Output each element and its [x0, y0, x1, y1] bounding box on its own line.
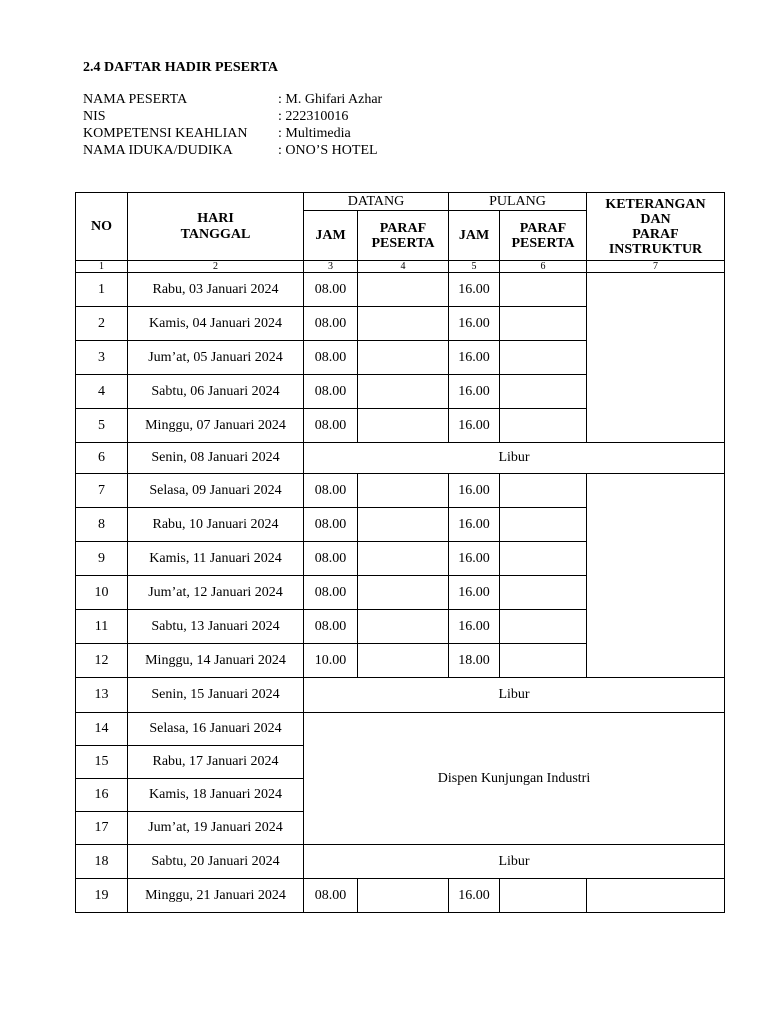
- header-ket-line3: PARAF: [632, 226, 679, 242]
- row-paraf-datang: [358, 474, 449, 508]
- row-jam-datang: 08.00: [304, 409, 358, 443]
- participant-info: [83, 91, 382, 159]
- row-paraf-pulang: [500, 307, 587, 341]
- row-paraf-datang: [358, 341, 449, 375]
- row-date: Sabtu, 13 Januari 2024: [128, 610, 304, 644]
- header-keterangan: [587, 193, 725, 261]
- header-jam-pulang: JAM: [449, 211, 500, 261]
- row-paraf-datang: [358, 508, 449, 542]
- header-paraf-line2: PESERTA: [371, 235, 435, 251]
- row-paraf-datang: [358, 542, 449, 576]
- row-jam-pulang: 16.00: [449, 307, 500, 341]
- header-hari-tanggal: [128, 193, 304, 261]
- row-no: 6: [76, 443, 128, 474]
- row-paraf-pulang: [500, 375, 587, 409]
- row-date: Jum’at, 19 Januari 2024: [128, 812, 304, 845]
- row-paraf-pulang: [500, 474, 587, 508]
- row-no: 17: [76, 812, 128, 845]
- column-number: 5: [449, 261, 500, 273]
- header-paraf-line1: PARAF: [379, 220, 427, 236]
- header-paraf-line2: PESERTA: [511, 235, 575, 251]
- row-no: 14: [76, 713, 128, 746]
- instructor-signature-cell: [587, 474, 725, 678]
- row-paraf-pulang: [500, 341, 587, 375]
- page-title: 2.4 DAFTAR HADIR PESERTA: [83, 60, 279, 75]
- column-number: 7: [587, 261, 725, 273]
- row-no: 19: [76, 879, 128, 913]
- row-jam-datang: 08.00: [304, 341, 358, 375]
- row-date: Senin, 15 Januari 2024: [128, 678, 304, 713]
- instructor-signature-cell: [587, 879, 725, 913]
- header-tanggal-label: TANGGAL: [180, 226, 251, 242]
- row-jam-datang: 08.00: [304, 542, 358, 576]
- header-ket-line2: DAN: [640, 211, 671, 227]
- row-jam-pulang: 16.00: [449, 576, 500, 610]
- row-paraf-datang: [358, 610, 449, 644]
- row-jam-datang: 08.00: [304, 576, 358, 610]
- row-date: Sabtu, 06 Januari 2024: [128, 375, 304, 409]
- row-date: Sabtu, 20 Januari 2024: [128, 845, 304, 879]
- row-paraf-pulang: [500, 610, 587, 644]
- row-note-libur: Libur: [304, 443, 725, 474]
- row-date: Selasa, 09 Januari 2024: [128, 474, 304, 508]
- header-hari-label: HARI: [197, 210, 234, 226]
- row-paraf-pulang: [500, 644, 587, 678]
- header-pulang: PULANG: [449, 193, 587, 211]
- row-date: Minggu, 14 Januari 2024: [128, 644, 304, 678]
- column-number: 4: [358, 261, 449, 273]
- row-paraf-datang: [358, 879, 449, 913]
- row-paraf-pulang: [500, 508, 587, 542]
- info-value: : ONO’S HOTEL: [278, 143, 378, 158]
- row-jam-pulang: 16.00: [449, 273, 500, 307]
- row-no: 5: [76, 409, 128, 443]
- row-jam-datang: 08.00: [304, 307, 358, 341]
- row-paraf-pulang: [500, 542, 587, 576]
- row-date: Selasa, 16 Januari 2024: [128, 713, 304, 746]
- header-paraf-datang: [358, 211, 449, 261]
- row-paraf-datang: [358, 576, 449, 610]
- row-note-libur: Libur: [304, 845, 725, 879]
- header-ket-line4: INSTRUKTUR: [608, 241, 703, 257]
- row-jam-datang: 08.00: [304, 879, 358, 913]
- table-row: [76, 845, 725, 879]
- row-date: Minggu, 07 Januari 2024: [128, 409, 304, 443]
- row-date: Senin, 08 Januari 2024: [128, 443, 304, 474]
- row-no: 12: [76, 644, 128, 678]
- info-label: NAMA PESERTA: [83, 92, 188, 107]
- header-jam-datang: JAM: [304, 211, 358, 261]
- info-label: NAMA IDUKA/DUDIKA: [83, 143, 233, 158]
- row-no: 3: [76, 341, 128, 375]
- row-no: 8: [76, 508, 128, 542]
- row-note-libur: Libur: [304, 678, 725, 713]
- row-paraf-datang: [358, 273, 449, 307]
- row-no: 13: [76, 678, 128, 713]
- row-jam-pulang: 16.00: [449, 375, 500, 409]
- row-jam-pulang: 16.00: [449, 610, 500, 644]
- row-jam-pulang: 16.00: [449, 879, 500, 913]
- header-paraf-line1: PARAF: [519, 220, 567, 236]
- row-paraf-datang: [358, 375, 449, 409]
- column-number: 6: [500, 261, 587, 273]
- row-date: Jum’at, 12 Januari 2024: [128, 576, 304, 610]
- row-no: 10: [76, 576, 128, 610]
- row-date: Minggu, 21 Januari 2024: [128, 879, 304, 913]
- info-label: NIS: [83, 109, 106, 124]
- row-date: Rabu, 17 Januari 2024: [128, 746, 304, 779]
- info-row-iduka: [83, 142, 382, 159]
- row-no: 15: [76, 746, 128, 779]
- row-jam-pulang: 16.00: [449, 542, 500, 576]
- table-row: [76, 474, 725, 508]
- table-row: [76, 879, 725, 913]
- row-note-dispen: Dispen Kunjungan Industri: [304, 713, 725, 845]
- column-number-row: [76, 261, 725, 273]
- table-row: [76, 713, 725, 746]
- row-no: 2: [76, 307, 128, 341]
- info-value: : Multimedia: [278, 126, 351, 141]
- row-date: Jum’at, 05 Januari 2024: [128, 341, 304, 375]
- column-number: 1: [76, 261, 128, 273]
- column-number: 3: [304, 261, 358, 273]
- info-value: : 222310016: [278, 109, 349, 124]
- row-jam-datang: 08.00: [304, 474, 358, 508]
- info-label: KOMPETENSI KEAHLIAN: [83, 126, 248, 141]
- table-row: [76, 678, 725, 713]
- row-no: 16: [76, 779, 128, 812]
- row-no: 11: [76, 610, 128, 644]
- row-no: 9: [76, 542, 128, 576]
- row-paraf-datang: [358, 307, 449, 341]
- row-jam-pulang: 16.00: [449, 409, 500, 443]
- info-row-kompetensi: [83, 125, 382, 142]
- attendance-table: [75, 192, 725, 913]
- row-jam-pulang: 16.00: [449, 474, 500, 508]
- row-jam-datang: 08.00: [304, 508, 358, 542]
- row-paraf-datang: [358, 644, 449, 678]
- row-jam-datang: 08.00: [304, 273, 358, 307]
- column-number: 2: [128, 261, 304, 273]
- row-jam-datang: 10.00: [304, 644, 358, 678]
- row-no: 1: [76, 273, 128, 307]
- row-date: Rabu, 03 Januari 2024: [128, 273, 304, 307]
- row-date: Kamis, 04 Januari 2024: [128, 307, 304, 341]
- instructor-signature-cell: [587, 273, 725, 443]
- row-jam-datang: 08.00: [304, 375, 358, 409]
- row-paraf-pulang: [500, 576, 587, 610]
- info-row-name: [83, 91, 382, 108]
- table-body: [76, 273, 725, 913]
- row-date: Kamis, 18 Januari 2024: [128, 779, 304, 812]
- table-header: [76, 193, 725, 273]
- row-jam-datang: 08.00: [304, 610, 358, 644]
- row-no: 18: [76, 845, 128, 879]
- row-date: Kamis, 11 Januari 2024: [128, 542, 304, 576]
- table-row: [76, 443, 725, 474]
- row-no: 7: [76, 474, 128, 508]
- header-paraf-pulang: [500, 211, 587, 261]
- row-date: Rabu, 10 Januari 2024: [128, 508, 304, 542]
- row-jam-pulang: 18.00: [449, 644, 500, 678]
- header-datang: DATANG: [304, 193, 449, 211]
- row-jam-pulang: 16.00: [449, 508, 500, 542]
- row-paraf-pulang: [500, 273, 587, 307]
- row-jam-pulang: 16.00: [449, 341, 500, 375]
- header-no: NO: [76, 193, 128, 261]
- row-no: 4: [76, 375, 128, 409]
- info-row-nis: [83, 108, 382, 125]
- row-paraf-datang: [358, 409, 449, 443]
- info-value: : M. Ghifari Azhar: [278, 92, 383, 107]
- row-paraf-pulang: [500, 409, 587, 443]
- header-ket-line1: KETERANGAN: [605, 196, 706, 212]
- row-paraf-pulang: [500, 879, 587, 913]
- table-row: [76, 273, 725, 307]
